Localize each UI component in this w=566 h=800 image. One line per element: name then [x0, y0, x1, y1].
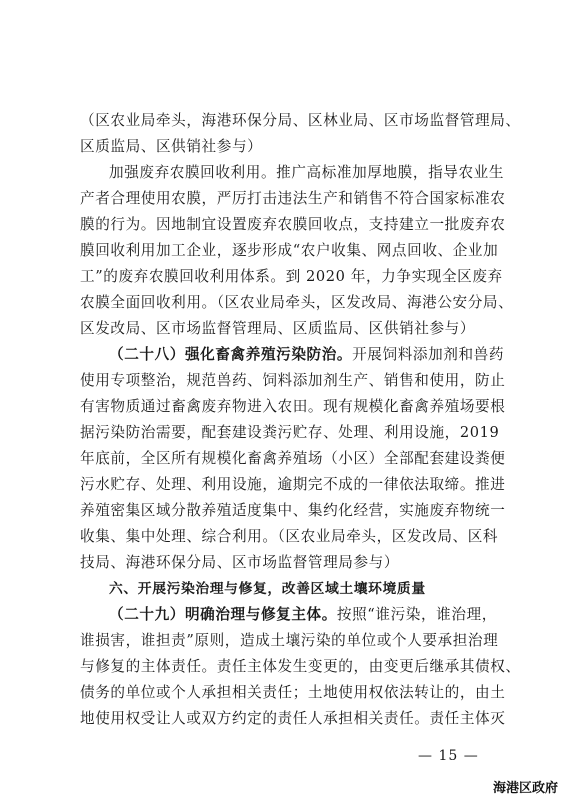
- section-28-first-line: [80, 342, 510, 368]
- page-number: — 15 —: [418, 748, 479, 764]
- text-line: 债务的单位或个人承担相关责任；土地使用权依法转让的，由土: [80, 684, 506, 701]
- text-line: 收集、集中处理、综合利用。（区农业局牵头，区发改局、区科: [80, 528, 499, 545]
- section-28-text: 开展饲料添加剂和兽药: [352, 346, 505, 363]
- text-line: 与修复的主体责任。责任主体发生变更的，由变更后继承其债权、: [80, 658, 521, 675]
- text-line: 农膜全面回收利用。（区农业局牵头，区发改局、海港公安分局、: [80, 294, 514, 311]
- section-29-heading: （二十九）明确治理与修复主体。: [109, 606, 337, 623]
- text-line: 加强废弃农膜回收利用。推广高标准加厚地膜，指导农业生: [109, 164, 505, 181]
- text-line: 工”的废弃农膜回收利用体系。到 2020 年，力争实现全区废弃: [80, 268, 503, 285]
- chapter-heading: 六、开展污染治理与修复，改善区域土壤环境质量: [109, 581, 426, 597]
- text-line: 产者合理使用农膜，严厉打击违法生产和销售不符合国家标准农: [80, 190, 506, 207]
- text-line: 使用专项整治，规范兽药、饲料添加剂生产、销售和使用，防止: [80, 372, 506, 389]
- text-line: 有害物质通过畜禽废弃物进入农田。现有规模化畜禽养殖场要根: [80, 398, 506, 415]
- text-line: 谁损害，谁担责”原则，造成土壤污染的单位或个人要承担治理: [80, 632, 499, 649]
- text-line: 据污染防治需要，配套建设粪污贮存、处理、利用设施，2019: [80, 424, 500, 441]
- section-29-first-line: [80, 602, 510, 628]
- text-line: 区质监局、区供销社参与）: [80, 138, 263, 155]
- section-29-text: 按照“谁污染，谁治理，: [336, 606, 497, 623]
- document-body: [80, 108, 521, 732]
- text-line: 地使用权受让人或双方约定的责任人承担相关责任。责任主体灭: [80, 710, 506, 727]
- text-line: （区农业局牵头，海港环保分局、区林业局、区市场监督管理局、: [80, 112, 521, 129]
- watermark: 海港区政府: [492, 781, 558, 796]
- text-line: 膜的行为。因地制宜设置废弃农膜回收点，支持建立一批废弃农: [80, 216, 506, 233]
- text-line: 膜回收利用加工企业，逐步形成“农户收集、网点回收、企业加: [80, 242, 499, 259]
- text-line: 养殖密集区域分散养殖适度集中、集约化经营，实施废弃物统一: [80, 502, 506, 519]
- text-line: 污水贮存、处理、利用设施，逾期完不成的一律依法取缔。推进: [80, 476, 506, 493]
- text-line: 技局、海港环保分局、区市场监督管理局参与）: [80, 554, 400, 571]
- text-line: 区发改局、区市场监督管理局、区质监局、区供销社参与）: [80, 320, 476, 337]
- section-28-heading: （二十八）强化畜禽养殖污染防治。: [109, 346, 353, 363]
- text-line: 年底前，全区所有规模化畜禽养殖场（小区）全部配套建设粪便: [80, 450, 506, 467]
